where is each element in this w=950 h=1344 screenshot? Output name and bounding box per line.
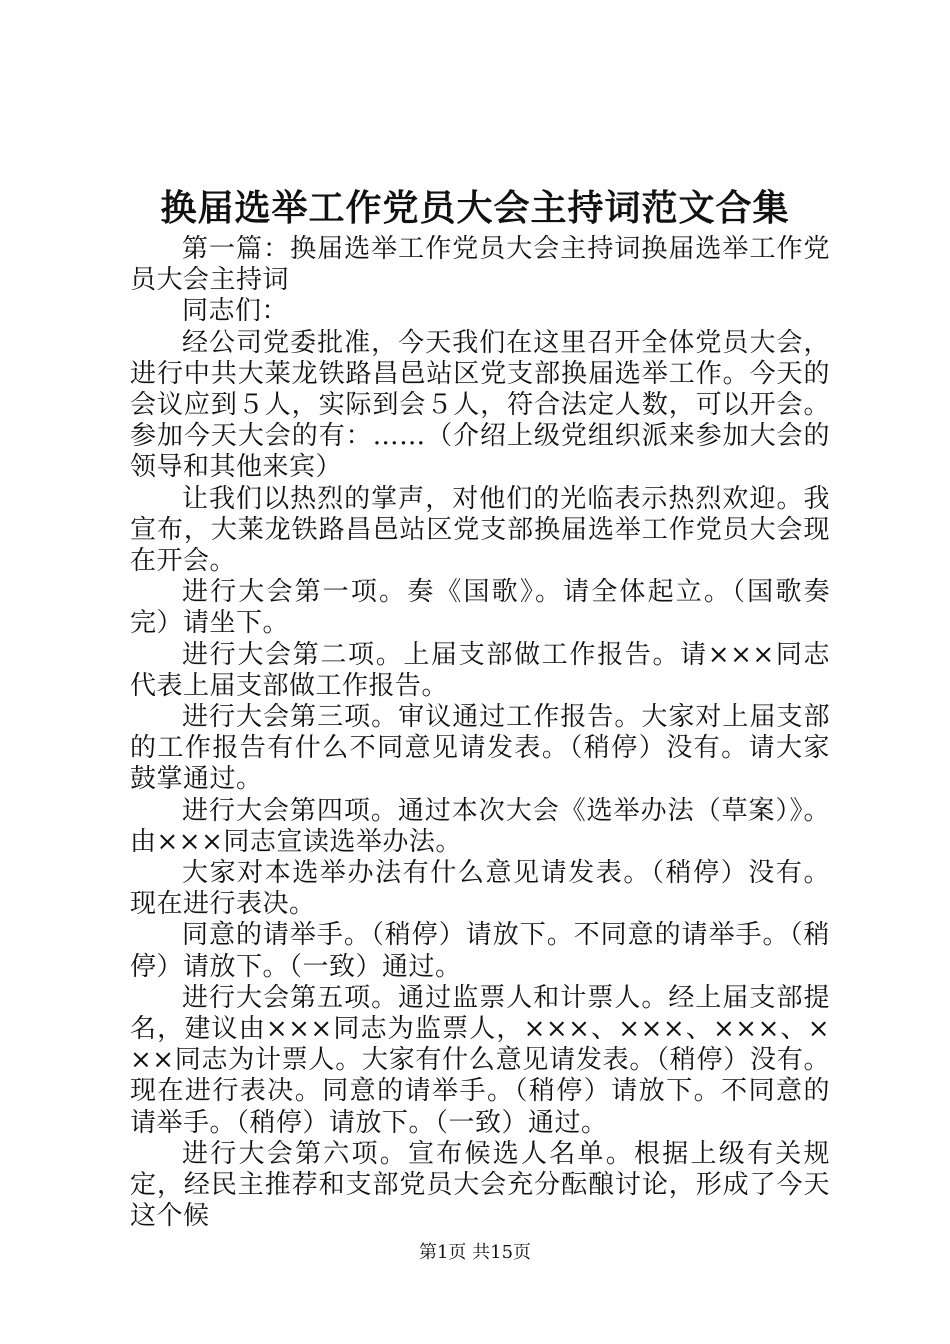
paragraph: 进行大会第二项。上届支部做工作报告。请×××同志代表上届支部做工作报告。 bbox=[130, 639, 830, 701]
document-title: 换届选举工作党员大会主持词范文合集 bbox=[160, 187, 790, 229]
paragraph: 大家对本选举办法有什么意见请发表。（稍停）没有。现在进行表决。 bbox=[130, 858, 830, 920]
paragraph: 进行大会第三项。审议通过工作报告。大家对上届支部的工作报告有什么不同意见请发表。（稍停）没有。请大家鼓掌通过。 bbox=[130, 702, 830, 795]
paragraph: 进行大会第一项。奏《国歌》。请全体起立。（国歌奏完）请坐下。 bbox=[130, 577, 830, 639]
page-footer: 第1页 共15页 bbox=[418, 1242, 532, 1263]
paragraph: 进行大会第四项。通过本次大会《选举办法（草案）》。由×××同志宣读选举办法。 bbox=[130, 795, 830, 857]
paragraph: 让我们以热烈的掌声，对他们的光临表示热烈欢迎。我宣布，大莱龙铁路昌邑站区党支部换届选举工作党员大会现在开会。 bbox=[130, 483, 830, 577]
paragraph: 进行大会第五项。通过监票人和计票人。经上届支部提名，建议由×××同志为监票人，×××、×××、×××、×××同志为计票人。大家有什么意见请发表。（稍停）没有。现在进行表决。同意的请举手。（稍停）请放下。不同意的请举手。（稍停）请放下。（一致）通过。 bbox=[130, 982, 830, 1138]
document-body bbox=[130, 234, 830, 1233]
paragraph: 同志们： bbox=[182, 296, 289, 327]
paragraph: 进行大会第六项。宣布候选人名单。根据上级有关规定，经民主推荐和支部党员大会充分酝酿讨论，形成了今天这个候 bbox=[130, 1138, 830, 1232]
paragraph: 经公司党委批准，今天我们在这里召开全体党员大会，进行中共大莱龙铁路昌邑站区党支部换届选举工作。今天的会议应到５人，实际到会５人，符合法定人数，可以开会。参加今天大会的有：……（介绍上级党组织派来参加大会的领导和其他来宾） bbox=[130, 327, 830, 483]
paragraph: 第一篇：换届选举工作党员大会主持词换届选举工作党员大会主持词 bbox=[130, 234, 830, 296]
paragraph: 同意的请举手。（稍停）请放下。不同意的请举手。（稍停）请放下。（一致）通过。 bbox=[130, 920, 830, 982]
